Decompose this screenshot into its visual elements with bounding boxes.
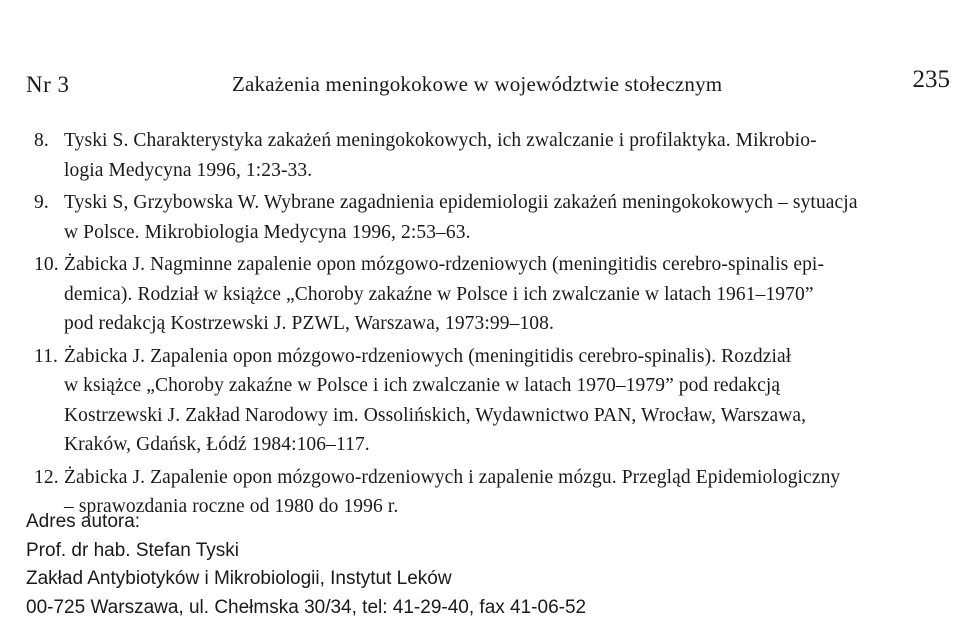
reference-line: pod redakcją Kostrzewski J. PZWL, Warszawa, 1973:99–108.: [64, 309, 954, 339]
reference-text: [34, 250, 954, 339]
page-header: [26, 66, 954, 106]
reference-line: Żabicka J. Zapalenie opon mózgowo-rdzeniowych i zapalenie mózgu. Przegląd Epidemiologiczny: [64, 463, 954, 493]
reference-item: [34, 126, 954, 185]
reference-item: [34, 250, 954, 339]
reference-text: [34, 188, 954, 247]
author-address: [26, 508, 946, 622]
reference-line: w Polsce. Mikrobiologia Medycyna 1996, 2:53–63.: [64, 218, 954, 248]
reference-list: [34, 126, 954, 525]
address-heading: Adres autora:: [26, 508, 946, 537]
reference-line: Tyski S, Grzybowska W. Wybrane zagadnienia epidemiologii zakażeń meningokokowych – sytuacja: [64, 188, 954, 218]
reference-number: 10.: [34, 250, 59, 280]
running-title: Zakażenia meningokokowe w województwie stołecznym: [232, 72, 722, 97]
reference-number: 9.: [34, 188, 49, 218]
reference-item: [34, 188, 954, 247]
page-number: 235: [913, 66, 951, 94]
reference-item: [34, 342, 954, 460]
reference-line: demica). Rodział w książce „Choroby zakaźne w Polsce i ich zwalczanie w latach 1961–1970”: [64, 280, 954, 310]
reference-line: Żabicka J. Nagminne zapalenie opon mózgowo-rdzeniowych (meningitidis cerebro-spinalis epi-: [64, 250, 954, 280]
author-institution: Zakład Antybiotyków i Mikrobiologii, Instytut Leków: [26, 565, 946, 594]
reference-text: [34, 342, 954, 460]
reference-number: 12.: [34, 463, 59, 493]
author-street-contact: 00-725 Warszawa, ul. Chełmska 30/34, tel: 41-29-40, fax 41-06-52: [26, 594, 946, 622]
reference-line: Kraków, Gdańsk, Łódź 1984:106–117.: [64, 430, 954, 460]
reference-line: Kostrzewski J. Zakład Narodowy im. Ossolińskich, Wydawnictwo PAN, Wrocław, Warszawa,: [64, 401, 954, 431]
reference-line: – sprawozdania roczne od 1980 do 1996 r.: [64, 492, 954, 522]
journal-issue-number: Nr 3: [26, 72, 70, 98]
reference-line: Żabicka J. Zapalenia opon mózgowo-rdzeniowych (meningitidis cerebro-spinalis). Rozdział: [64, 342, 954, 372]
reference-number: 8.: [34, 126, 49, 156]
reference-line: w książce „Choroby zakaźne w Polsce i ich zwalczanie w latach 1970–1979” pod redakcją: [64, 371, 954, 401]
author-name: Prof. dr hab. Stefan Tyski: [26, 537, 946, 566]
reference-number: 11.: [34, 342, 58, 372]
reference-line: logia Medycyna 1996, 1:23-33.: [64, 156, 954, 186]
reference-text: [34, 126, 954, 185]
reference-line: Tyski S. Charakterystyka zakażeń meningokokowych, ich zwalczanie i profilaktyka. Mikrobio-: [64, 126, 954, 156]
